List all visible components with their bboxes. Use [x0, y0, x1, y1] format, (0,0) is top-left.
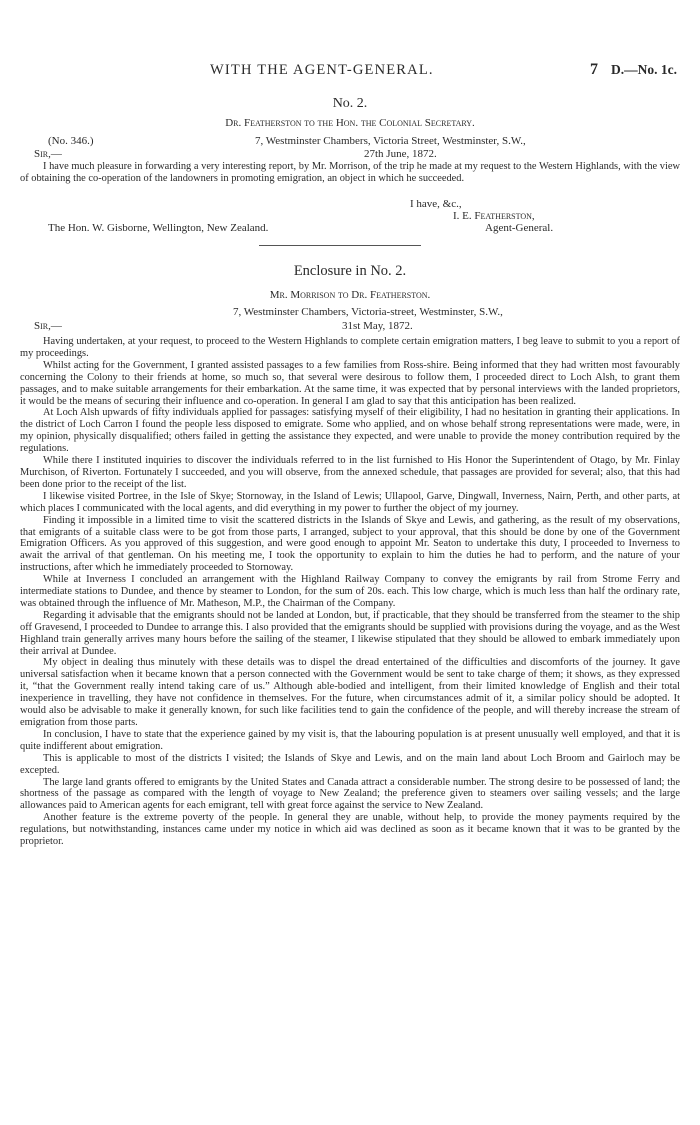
letter-signature: I. E. Featherston, — [453, 210, 535, 222]
enclosure-date: 31st May, 1872. — [342, 320, 413, 332]
letter-number: No. 2. — [332, 96, 368, 111]
letter-date: 27th June, 1872. — [364, 148, 437, 160]
enclosure-paragraph: The large land grants offered to emigrants by the United States and Canada attract a considerable number. The strong desire to be possessed of land; the shortness of the passage as compared with the length of voyage to New Zealand; the preference given to steamers over sailing vessels; and the large allowances paid to American agents for each emigrant, tell with great force against the service to New Zealand. — [20, 776, 680, 812]
enclosure-paragraph: I likewise visited Portree, in the Isle of Skye; Stornoway, in the Island of Lewis; Ullapool, Garve, Dingwall, Inverness, Nairn, Perth, and other parts, at which places I communicated with the local agents, and did everything in my power to further the object of my journey. — [20, 490, 680, 514]
enclosure-address: 7, Westminster Chambers, Victoria-street, Westminster, S.W., — [233, 306, 503, 318]
letter-closing: I have, &c., — [410, 198, 462, 210]
enclosure-paragraph: Whilst acting for the Government, I granted assisted passages to a few families from Ross-shire. Being informed that they had written most favourably concerning the Colony to their friends at home, so much so, that several were desirous to follow them, I proceeded direct to Loch Alsh, to grant them passages, and to make suitable arrangements for their embarkation. At the same time, it was expected that by personal interviews with the landed proprietors, it would be the means of securing their influence and co-operation. In general I am glad to say that this anticipation has been realized. — [20, 359, 680, 407]
letter-signature-title: Agent-General. — [485, 222, 554, 234]
running-header — [0, 62, 700, 82]
letter-address: 7, Westminster Chambers, Victoria Street, Westminster, S.W., — [255, 135, 526, 147]
enclosure-paragraph: Regarding it advisable that the emigrants should not be landed at London, but, if practicable, that they should be transferred from the steamer to the ship off Gravesend, I proceeded to Dundee to arrange this. I also provided that the emigrants should be supplied with provisions during the voyage, and as the West Highland train generally arrives many hours before the sailing of the steamer, I likewise stipulated that they should be allowed to embark immediately upon their arrival at Dundee. — [20, 609, 680, 657]
letter-from-line: Dr. Featherston to the Hon. the Colonial Secretary. — [225, 117, 475, 129]
section-divider — [259, 245, 421, 246]
enclosure-paragraph: While there I instituted inquiries to discover the individuals referred to in the list furnished to His Honor the Superintendent of Otago, by Mr. Finlay Murchison, of Riverton. Fortunately I succeeded, and you will observe, from the annexed schedule, that passages are provided for several; also, that this had been done prior to the receipt of the list. — [20, 455, 680, 490]
enclosure-body — [20, 336, 680, 848]
letter-paragraph: I have much pleasure in forwarding a very interesting report, by Mr. Morrison, of the trip he made at my request to the Western Highlands, with the view of obtaining the co-operation of the landowners in promoting emigration, an object in which he succeeded. — [20, 161, 680, 184]
letter-addressee: The Hon. W. Gisborne, Wellington, New Zealand. — [48, 222, 269, 234]
enclosure-salutation: Sir,— — [34, 320, 62, 332]
enclosure-from-line: Mr. Morrison to Dr. Featherston. — [269, 289, 431, 301]
enclosure-paragraph: Finding it impossible in a limited time to visit the scattered districts in the Islands of Skye and Lewis, and gathering, as the result of my observations, that emigrants of a suitable class were to be got from those parts, I arranged, subject to your approval, that this should be done by one of the Government Emigration Officers. As you approved of this suggestion, and were good enough to appoint Mr. Seaton to undertake this duty, I proceeded to Inverness to await the arrival of that gentleman. On his meeting me, I took the opportunity to explain to him the duties he had to perform, and the nature of your instructions, after which he immediately proceeded to Stornoway. — [20, 514, 680, 574]
enclosure-paragraph: While at Inverness I concluded an arrangement with the Highland Railway Company to convey the emigrants by rail from Strome Ferry and intermediate stations to Dundee, and thence by steamer to London, for the sum of 20s. each. This low charge, which is much less than half the ordinary rate, was obtained through the influence of Mr. Matheson, M.P., the Chairman of the Company. — [20, 574, 680, 609]
enclosure-heading: Enclosure in No. 2. — [293, 263, 407, 279]
enclosure-paragraph: My object in dealing thus minutely with these details was to dispel the dread entertained of the difficulties and discomforts of the journey. It gave universal satisfaction when it became known that a person connected with the Government would be sent to take charge of them; it shows, as they expressed it, “that the Government really intend taking care of us.” Although able-bodied and intelligent, from their limited knowledge of English and their total inexperience in travelling, they have not confidence in themselves. For the future, when circumstances admit of it, a similar policy should be adopted. It would also be advisable to make it generally known, for such like facilities tend to gain the confidence of the people, and will thereby increase the stream of emigration from those parts. — [20, 657, 680, 728]
enclosure-paragraph: In conclusion, I have to state that the experience gained by my visit is, that the labouring population is at present unusually well employed, and that it is quite indifferent about emigration. — [20, 728, 680, 752]
letter-body — [20, 161, 680, 185]
enclosure-paragraph: Another feature is the extreme poverty of the people. In general they are unable, without help, to provide the money payments required by the regulations, but notwithstanding, instances came under my notice in which aid was declined as soon as it became known that it was to be granted by the proprietor. — [20, 812, 680, 848]
running-title: WITH THE AGENT-GENERAL. — [210, 62, 434, 78]
enclosure-paragraph: Having undertaken, at your request, to proceed to the Western Highlands to complete certain emigration matters, I beg leave to submit to you a report of my proceedings. — [20, 336, 680, 359]
letter-ref-number: (No. 346.) — [48, 135, 94, 147]
letter-salutation: Sir,— — [34, 148, 62, 160]
enclosure-paragraph: At Loch Alsh upwards of fifty individuals applied for passages: satisfying myself of their eligibility, I had no hesitation in granting their applications. In the district of Loch Carron I found the people less disposed to emigrate. Some who applied, and on whose behalf strong representations were made, were, in my opinion, physically disqualified; others failed in getting the assistance they expected, and were unable to provide the money contribution required by the regulations. — [20, 407, 680, 455]
page-number: 7 — [590, 61, 598, 78]
document-reference: D.—No. 1c. — [611, 62, 677, 77]
enclosure-paragraph: This is applicable to most of the districts I visited; the Islands of Skye and Lewis, and on the main land about Loch Broom and Gairloch may be excepted. — [20, 752, 680, 776]
